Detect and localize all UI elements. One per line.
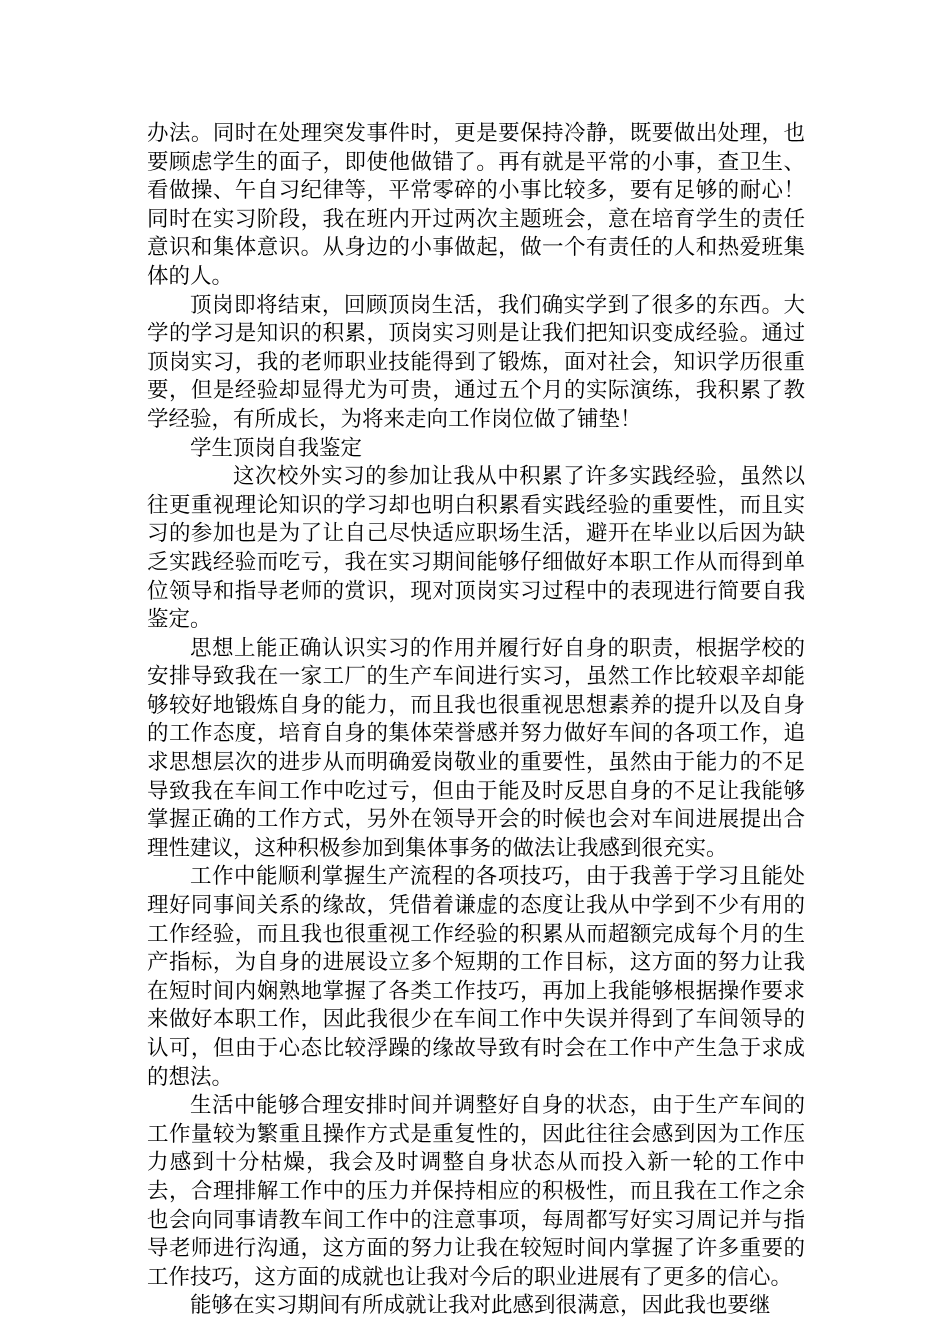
paragraph-life: 生活中能够合理安排时间并调整好自身的状态，由于生产车间的工作量较为繁重且操作方式是重复性的，因此往往会感到因为工作压力感到十分枯燥，我会及时调整自身状态从而投入新一轮的工作中去，合理排解工作中的压力并保持相应的积极性，而且我在工作之余也会向同事请教车间工作中的注意事项，每周都写好实习周记并与指导老师进行沟通，这方面的努力让我在较短时间内掌握了许多重要的工作技巧，这方面的成就也让我对今后的职业进展有了更多的信心。 xyxy=(147,1093,805,1290)
paragraph-closing: 能够在实习期间有所成就让我对此感到很满意，因此我也要继 xyxy=(190,1293,771,1319)
section-title: 学生顶岗自我鉴定 xyxy=(190,435,363,461)
paragraph-continuation: 办法。同时在处理突发事件时，更是要保持冷静，既要做出处理，也要顾虑学生的面子，即使他做错了。再有就是平常的小事，查卫生、看做操、午自习纪律等，平常零碎的小事比较多，要有足够的耐心！同时在实习阶段，我在班内开过两次主题班会，意在培育学生的责任意识和集体意识。从身边的小事做起，做一个有责任的人和热爱班集体的人。 xyxy=(147,121,805,289)
paragraph-ideology: 思想上能正确认识实习的作用并履行好自身的职责，根据学校的安排导致我在一家工厂的生产车间进行实习，虽然工作比较艰辛却能够较好地锻炼自身的能力，而且我也很重视思想素养的提升以及自身的工作态度，培育自身的集体荣誉感并努力做好车间的各项工作，追求思想层次的进步从而明确爱岗敬业的重要性，虽然由于能力的不足导致我在车间工作中吃过亏，但由于能及时反思自身的不足让我能够掌握正确的工作方式，另外在领导开会的时候也会对车间进展提出合理性建议，这种积极参加到集体事务的做法让我感到很充实。 xyxy=(147,635,805,861)
paragraph-conclusion: 顶岗即将结束，回顾顶岗生活，我们确实学到了很多的东西。大学的学习是知识的积累，顶岗实习则是让我们把知识变成经验。通过顶岗实习，我的老师职业技能得到了锻炼，面对社会，知识学历很重要，但是经验却显得尤为可贵，通过五个月的实际演练，我积累了教学经验，有所成长，为将来走向工作岗位做了铺垫！ xyxy=(147,292,805,432)
document-page xyxy=(147,120,805,1321)
paragraph-intro: 这次校外实习的参加让我从中积累了许多实践经验，虽然以往更重视理论知识的学习却也明白积累看实践经验的重要性，而且实习的参加也是为了让自己尽快适应职场生活，避开在毕业以后因为缺乏实践经验而吃亏，我在实习期间能够仔细做好本职工作从而得到单位领导和指导老师的赏识，现对顶岗实习过程中的表现进行简要自我鉴定。 xyxy=(147,464,805,633)
paragraph-work: 工作中能顺利掌握生产流程的各项技巧，由于我善于学习且能处理好同事间关系的缘故，凭借着谦虚的态度让我从中学到不少有用的工作经验，而且我也很重视工作经验的积累从而超额完成每个月的生产指标，为自身的进展设立多个短期的工作目标，这方面的努力让我在短时间内娴熟地掌握了各类工作技巧，再加上我能够根据操作要求来做好本职工作，因此我很少在车间工作中失误并得到了车间领导的认可，但由于心态比较浮躁的缘故导致有时会在工作中产生急于求成的想法。 xyxy=(147,864,805,1090)
